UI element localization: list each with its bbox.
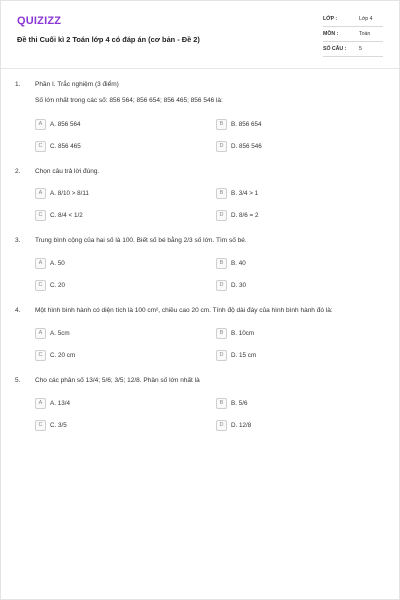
option-c[interactable] [35, 209, 83, 221]
option-letter-box: C [35, 141, 46, 152]
option-b[interactable] [216, 118, 261, 130]
option-text: A. 856 564 [50, 120, 81, 128]
option-text: A. 8/10 > 8/11 [50, 189, 89, 197]
meta-key: MÔN : [323, 31, 339, 37]
meta-row-class [323, 13, 383, 27]
option-b[interactable] [216, 327, 254, 339]
option-letter-box: C [35, 350, 46, 361]
option-text: A. 5cm [50, 329, 70, 337]
option-text: B. 856 654 [231, 120, 262, 128]
worksheet-header [17, 13, 383, 67]
option-letter-box: B [216, 328, 227, 339]
option-letter-box: D [216, 280, 227, 291]
option-letter-box: B [216, 119, 227, 130]
option-d[interactable] [216, 419, 251, 431]
option-text: D. 30 [231, 281, 247, 289]
option-a[interactable] [35, 187, 89, 199]
question-number: 4. [15, 307, 21, 314]
option-text: C. 20 [50, 281, 66, 289]
option-letter-box: D [216, 210, 227, 221]
option-d[interactable] [216, 279, 246, 291]
option-letter-box: A [35, 119, 46, 130]
option-text: B. 3/4 > 1 [231, 189, 259, 197]
option-b[interactable] [216, 187, 258, 199]
question-number: 2. [15, 168, 21, 175]
option-text: D. 12/8 [231, 421, 252, 429]
question-subtext: Số lớn nhất trong các số: 856 564; 856 654; 856 465; 856 546 là: [35, 97, 223, 104]
meta-key: SỐ CÂU : [323, 46, 347, 52]
option-letter-box: B [216, 188, 227, 199]
option-d[interactable] [216, 140, 262, 152]
header-divider [1, 68, 399, 69]
option-letter-box: B [216, 258, 227, 269]
option-d[interactable] [216, 209, 258, 221]
meta-value: Toán [359, 31, 371, 37]
option-text: C. 20 cm [50, 351, 76, 359]
question-text: Phần I. Trắc nghiệm (3 điểm) [35, 81, 119, 88]
question-text: Chọn câu trả lời đúng. [35, 168, 100, 175]
option-letter-box: B [216, 398, 227, 409]
question-text: Cho các phân số 13/4; 5/6; 3/5; 12/8. Phân số lớn nhất là [35, 377, 200, 384]
option-c[interactable] [35, 349, 75, 361]
option-letter-box: A [35, 258, 46, 269]
question-text: Một hình bình hành có diện tích là 100 cm², chiều cao 20 cm. Tính độ dài đáy của hình bình hành đó là: [35, 307, 333, 314]
option-text: D. 15 cm [231, 351, 257, 359]
meta-key: LỚP : [323, 16, 338, 22]
meta-row-count [323, 43, 383, 57]
option-a[interactable] [35, 257, 65, 269]
option-letter-box: A [35, 398, 46, 409]
option-letter-box: A [35, 328, 46, 339]
option-d[interactable] [216, 349, 256, 361]
option-text: C. 8/4 < 1/2 [50, 211, 83, 219]
meta-value: Lớp 4 [359, 16, 373, 22]
question-text: Trung bình cộng của hai số là 100. Biết số bé bằng 2/3 số lớn. Tìm số bé. [35, 237, 247, 244]
option-letter-box: C [35, 210, 46, 221]
quizizz-logo: QUIZIZZ [17, 15, 62, 27]
option-text: A. 13/4 [50, 399, 70, 407]
option-a[interactable] [35, 397, 70, 409]
option-letter-box: A [35, 188, 46, 199]
option-text: B. 10cm [231, 329, 255, 337]
question-number: 5. [15, 377, 21, 384]
option-c[interactable] [35, 140, 81, 152]
question-number: 1. [15, 81, 21, 88]
option-text: B. 40 [231, 259, 246, 267]
option-letter-box: D [216, 420, 227, 431]
option-text: B. 5/6 [231, 399, 248, 407]
option-text: C. 3/5 [50, 421, 67, 429]
option-a[interactable] [35, 327, 70, 339]
option-letter-box: D [216, 350, 227, 361]
option-a[interactable] [35, 118, 80, 130]
meta-value: 5 [359, 46, 362, 52]
option-text: D. 856 546 [231, 142, 262, 150]
worksheet-title: Đề thi Cuối kì 2 Toán lớp 4 có đáp án (cơ bản - Đề 2) [17, 35, 200, 44]
meta-panel [323, 13, 383, 58]
meta-row-subject [323, 28, 383, 42]
option-letter-box: C [35, 420, 46, 431]
option-text: A. 50 [50, 259, 65, 267]
option-text: D. 8/6 = 2 [231, 211, 259, 219]
option-text: C. 856 465 [50, 142, 81, 150]
option-c[interactable] [35, 279, 65, 291]
question-number: 3. [15, 237, 21, 244]
option-b[interactable] [216, 397, 247, 409]
option-b[interactable] [216, 257, 246, 269]
option-letter-box: C [35, 280, 46, 291]
option-letter-box: D [216, 141, 227, 152]
option-c[interactable] [35, 419, 67, 431]
